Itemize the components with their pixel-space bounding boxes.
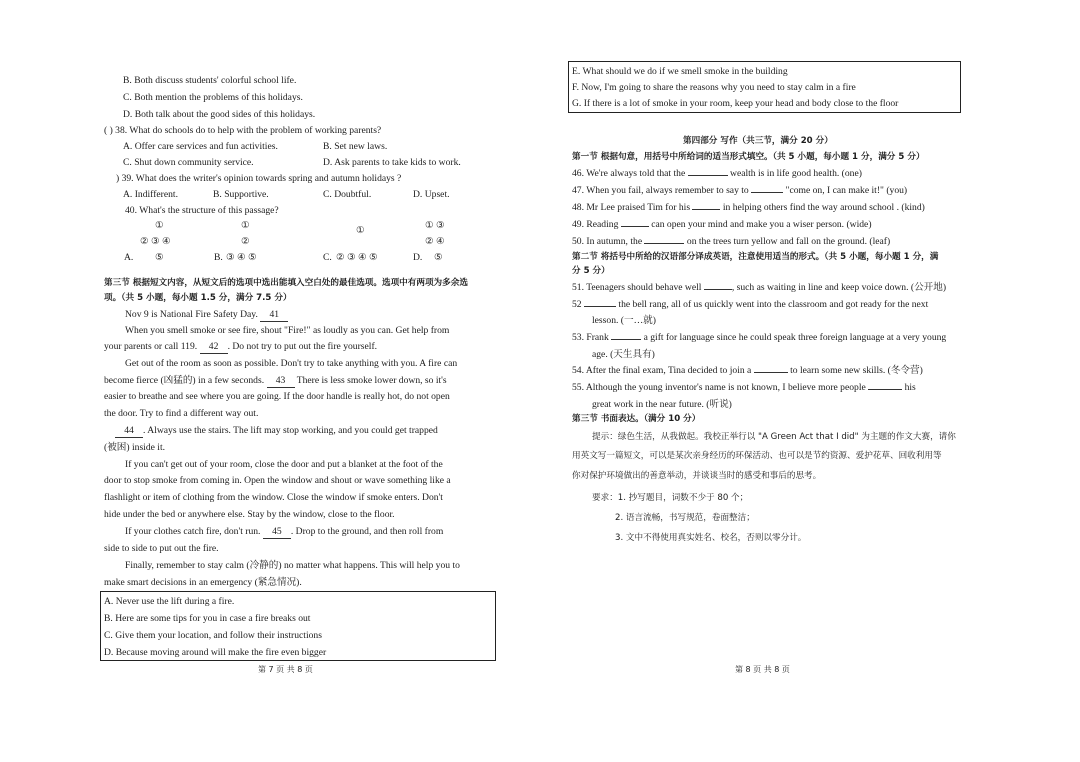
q51: 51. Teenagers should behave well , such as waiting in line and keep voice down. (公开地) xyxy=(572,282,947,293)
part4-title: 第四部分 写作（共三节，满分 20 分） xyxy=(683,136,833,146)
q55: 55. Although the young inventor's name is not known, I believe more people his xyxy=(572,382,916,393)
q40-b-label: B. xyxy=(214,252,223,263)
passage-line: (被困) inside it. xyxy=(104,442,166,453)
options-box-left xyxy=(100,591,496,661)
passage-line: make smart decisions in an emergency (紧急情况). xyxy=(104,577,302,588)
blank-42[interactable]: 42 xyxy=(200,340,228,354)
prompt-line: 你对保护环境做出的善意举动，并谈谈当时的感受和事后的思考。 xyxy=(572,471,822,481)
q40-a-mid: ② ③ ④ xyxy=(140,236,171,247)
q38-option-a: A. Offer care services and fun activities. xyxy=(123,141,278,152)
sec2-title-cont: 分 5 分） xyxy=(572,266,610,276)
passage-line: Finally, remember to stay calm (冷静的) no matter what happens. This will help you to xyxy=(125,560,460,571)
passage-line: flashlight or item of clothing from the window. Close the window if smoke enters. Don't xyxy=(104,492,443,503)
q38-option-c: C. Shut down community service. xyxy=(123,157,254,168)
page-footer-8: 第 8 页 共 8 页 xyxy=(735,665,790,674)
sec2-title: 第二节 将括号中所给的汉语部分译成英语，注意使用适当的形式。（共 5 小题，每小题 1 分，满 xyxy=(572,252,939,262)
q40-b-bot: ③ ④ ⑤ xyxy=(226,252,257,263)
q49-blank[interactable] xyxy=(621,226,649,227)
q51-blank[interactable] xyxy=(704,289,732,290)
option-e: E. What should we do if we smell smoke in the building xyxy=(572,66,788,77)
blank-43[interactable]: 43 xyxy=(267,374,295,388)
q50: 50. In autumn, the on the trees turn yellow and fall on the ground. (leaf) xyxy=(572,236,891,247)
option-g: G. If there is a lot of smoke in your room, keep your head and body close to the floor xyxy=(572,98,899,109)
q37-option-c: C. Both mention the problems of this holidays. xyxy=(123,92,303,103)
q40-c-label: C. xyxy=(323,252,332,263)
q38-stem: ( ) 38. What do schools do to help with the problem of working parents? xyxy=(104,125,382,136)
q47: 47. When you fail, always remember to say to "come on, I can make it!" (you) xyxy=(572,185,908,196)
q40-c-top: ① xyxy=(356,225,365,236)
passage-line: If your clothes catch fire, don't run. 45 . Drop to the ground, and then roll from xyxy=(125,526,444,537)
q40-d-bot: ⑤ xyxy=(434,252,443,263)
sec3-title: 第三节 书面表达。（满分 10 分） xyxy=(572,414,701,424)
prompt-line: 提示：绿色生活，从我做起。我校正举行以 "A Green Act that I did" 为主题的作文大赛，请你 xyxy=(592,432,956,442)
q53-blank[interactable] xyxy=(611,339,641,340)
q40-a-top: ① xyxy=(155,220,164,231)
options-box-right xyxy=(568,61,961,113)
q49: 49. Reading can open your mind and make you a wiser person. (wide) xyxy=(572,219,872,230)
q38-option-b: B. Set new laws. xyxy=(323,141,388,152)
passage-line: 44 . Always use the stairs. The lift may stop working, and you could get trapped xyxy=(115,424,438,438)
q55-cont: great work in the near future. (听说) xyxy=(592,399,732,410)
q40-b-top: ① xyxy=(241,220,250,231)
q39-option-c: C. Doubtful. xyxy=(323,189,372,200)
q40-d-label: D. xyxy=(413,252,423,263)
q46: 46. We're always told that the wealth is in life good health. (one) xyxy=(572,168,862,179)
option-d: D. Because moving around will make the fire even bigger xyxy=(104,647,327,658)
q40-d-top: ① ③ xyxy=(425,220,445,231)
section3-title-cont: 项。（共 5 小题，每小题 1.5 分，满分 7.5 分） xyxy=(104,293,292,303)
q40-b-mid: ② xyxy=(241,236,250,247)
passage-line: Get out of the room as soon as possible. Don't try to take anything with you. A fire can xyxy=(125,358,458,369)
requirement-line: 3. 文中不得使用真实姓名、校名，否则以零分计。 xyxy=(615,533,807,543)
option-b: B. Here are some tips for you in case a fire breaks out xyxy=(104,613,311,624)
q52-cont: lesson. (一…就) xyxy=(592,315,656,326)
option-a: A. Never use the lift during a fire. xyxy=(104,596,235,607)
passage-line: your parents or call 119. 42 . Do not try to put out the fire yourself. xyxy=(104,341,378,352)
q52-blank[interactable] xyxy=(584,306,616,307)
q37-option-b: B. Both discuss students' colorful school life. xyxy=(123,75,297,86)
passage-line: the door. Try to find a different way out. xyxy=(104,408,259,419)
q39-option-d: D. Upset. xyxy=(413,189,450,200)
q48-blank[interactable] xyxy=(692,209,720,210)
q54-blank[interactable] xyxy=(754,372,788,373)
blank-41[interactable]: 41 xyxy=(260,308,288,322)
q55-blank[interactable] xyxy=(868,389,902,390)
passage-line: When you smell smoke or see fire, shout "Fire!" as loudly as you can. Get help from xyxy=(125,325,450,336)
q40-a-bot: ⑤ xyxy=(155,252,164,263)
q40-stem: 40. What's the structure of this passage? xyxy=(125,205,279,216)
requirement-line: 2. 语言流畅，书写规范，卷面整洁； xyxy=(615,513,755,523)
option-c: C. Give them your location, and follow their instructions xyxy=(104,630,322,641)
q46-blank[interactable] xyxy=(688,175,728,176)
q39-option-a: A. Indifferent. xyxy=(123,189,178,200)
prompt-line: 用英文写一篇短文，可以是某次亲身经历的环保活动、也可以是节约资源、爱护花草、回收利用等 xyxy=(572,451,942,461)
passage-line: become fierce (凶猛的) in a few seconds. 43 There is less smoke lower down, so it's xyxy=(104,375,447,386)
passage-line: easier to breathe and see where you are going. If the door handle is really hot, do not open xyxy=(104,391,450,402)
blank-44[interactable]: 44 xyxy=(115,424,143,438)
q37-option-d: D. Both talk about the good sides of this holidays. xyxy=(123,109,316,120)
q53: 53. Frank a gift for language since he could speak three foreign language at a very young xyxy=(572,332,947,343)
requirement-line: 要求：1. 抄写题目，词数不少于 80 个； xyxy=(592,493,749,503)
page-footer-7: 第 7 页 共 8 页 xyxy=(258,665,313,674)
passage-line: door to stop smoke from coming in. Open the window and shout or wave something like a xyxy=(104,475,451,486)
q53-cont: age. (天生具有) xyxy=(592,349,655,360)
q40-d-mid: ② ④ xyxy=(425,236,445,247)
passage-line: hide under the bed or anywhere else. Stay by the window, close to the floor. xyxy=(104,509,395,520)
q52: 52 the bell rang, all of us quickly went into the classroom and got ready for the next xyxy=(572,299,929,310)
q39-option-b: B. Supportive. xyxy=(213,189,269,200)
blank-45[interactable]: 45 xyxy=(263,525,291,539)
q39-stem: ) 39. What does the writer's opinion towards spring and autumn holidays ? xyxy=(116,173,402,184)
q54: 54. After the final exam, Tina decided to join a to learn some new skills. (冬令营) xyxy=(572,365,923,376)
q40-c-bot: ② ③ ④ ⑤ xyxy=(336,252,378,263)
sec1-title: 第一节 根据句意，用括号中所给词的适当形式填空。（共 5 小题，每小题 1 分，满分 5 分） xyxy=(572,152,925,162)
passage-line: Nov 9 is National Fire Safety Day. 41 xyxy=(125,308,288,322)
passage-line: If you can't get out of your room, close the door and put a blanket at the foot of the xyxy=(125,459,443,470)
section3-title: 第三节 根据短文内容，从短文后的选项中选出能填入空白处的最佳选项。选项中有两项为多余选 xyxy=(104,278,468,288)
q50-blank[interactable] xyxy=(644,243,684,244)
passage-line: side to side to put out the fire. xyxy=(104,543,219,554)
option-f: F. Now, I'm going to share the reasons why you need to stay calm in a fire xyxy=(572,82,856,93)
q40-a-label: A. xyxy=(124,252,134,263)
right-page xyxy=(540,0,1080,762)
q47-blank[interactable] xyxy=(751,192,783,193)
q38-option-d: D. Ask parents to take kids to work. xyxy=(323,157,461,168)
q48: 48. Mr Lee praised Tim for his in helping others find the way around school . (kind) xyxy=(572,202,925,213)
